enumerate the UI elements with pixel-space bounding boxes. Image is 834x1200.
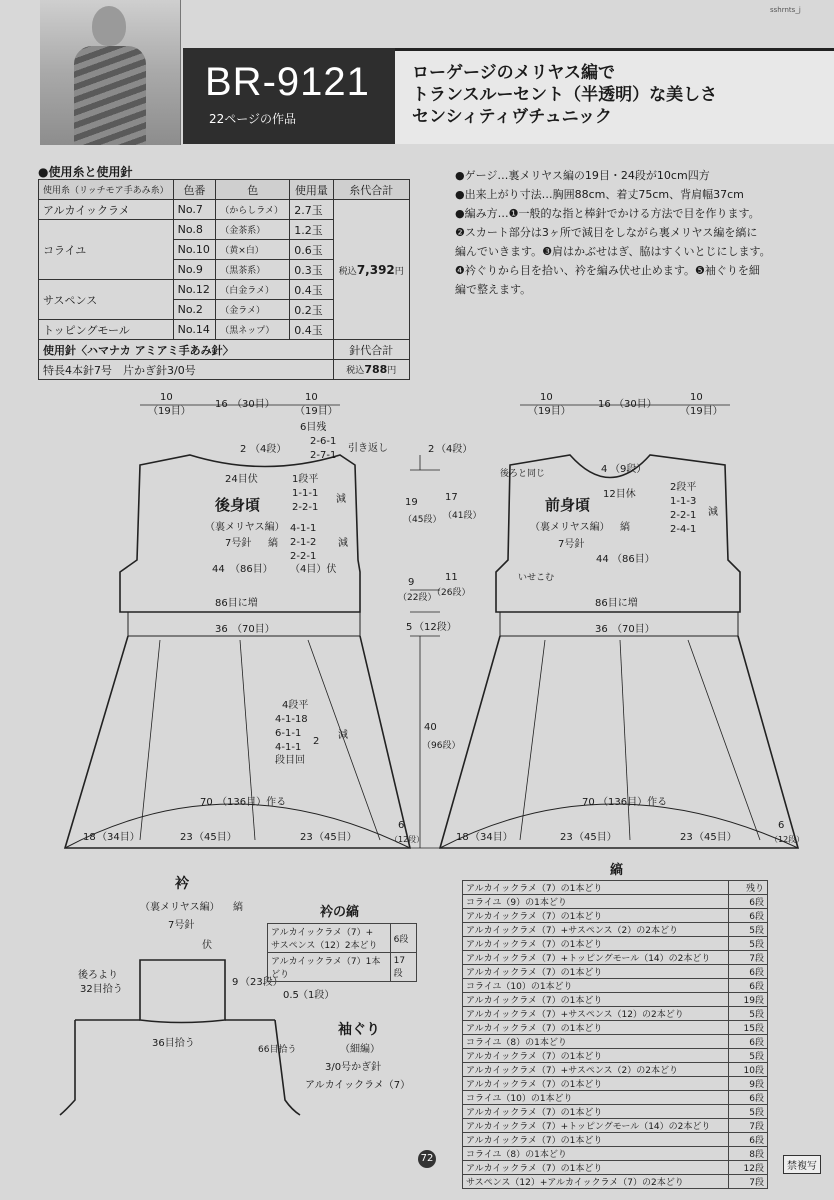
v-f-rows: （96段） — [422, 741, 461, 751]
collar-title: 衿 — [175, 876, 189, 892]
collar-stripe-rows: 17段 — [390, 953, 416, 982]
page-number: 72 — [418, 1150, 436, 1168]
pattern-code: BR-9121 — [205, 60, 370, 104]
front-same-as-back: 後ろと同じ — [500, 469, 546, 479]
yen-unit: 円 — [387, 366, 397, 376]
yarn-amount: 2.7玉 — [290, 200, 333, 220]
stripe-row — [463, 1133, 768, 1147]
stripe-rows: 6段 — [729, 895, 768, 909]
stripe-row — [463, 965, 768, 979]
back-stitch: （裏メリヤス編） — [205, 522, 285, 533]
v-e: 5 — [406, 622, 413, 633]
instruction-line: ●出来上がり寸法…胸囲88cm、着丈75cm、背肩幅37cm — [455, 188, 744, 201]
front-dim-mid-sts: （30目） — [614, 399, 657, 410]
collar-stripe-line: アルカイックラメ（7）+ — [271, 928, 374, 938]
front-dim-right-sts: （19目） — [680, 406, 723, 417]
stripe-yarn: アルカイックラメ（7）+トッピングモール（14）の2本どり — [463, 951, 729, 965]
back-armhole-dec2: 2-1-2 — [290, 537, 317, 548]
collar-front-pick: 36目拾う — [152, 1038, 195, 1049]
collar-stripe-row — [268, 924, 417, 953]
back-dim-right: 10 — [305, 392, 318, 403]
back-shoulder-dec2: 2-2-1 — [292, 502, 319, 513]
needle-label: 使用針〈ハマナカ アミアミ手あみ針〉 — [39, 340, 334, 360]
instruction-line: ❷スカート部分は3ヶ所で減目をしながら裏メリヤス編を縞に — [455, 226, 758, 239]
front-chest-sts: （86目） — [612, 554, 655, 565]
front-dim-left-sts: （19目） — [528, 406, 571, 417]
stripe-yarn: アルカイックラメ（7）の1本どり — [463, 1077, 729, 1091]
front-side-rows: （12段） — [770, 835, 805, 844]
stripe-row — [463, 895, 768, 909]
yarn-name: コライユ — [39, 220, 174, 280]
instruction-line: ●ゲージ…裏メリヤス編の19目・24段が10cm四方 — [455, 169, 710, 182]
stripe-row — [463, 1175, 768, 1189]
yarn-amount: 0.6玉 — [290, 240, 333, 260]
needle-total-label: 針代合計 — [333, 340, 409, 360]
v-d-rows: （26段） — [432, 588, 471, 598]
stripe-row — [463, 1147, 768, 1161]
stripe-yarn: アルカイックラメ（7）+サスペンス（12）の2本どり — [463, 1007, 729, 1021]
collar-stitch: （裏メリヤス編） — [140, 902, 220, 913]
neck-pickup-line — [60, 1020, 300, 1115]
yarn-color: （黒ネップ） — [216, 320, 290, 340]
stripes-title: 縞 — [610, 863, 624, 878]
stripe-rows: 15段 — [729, 1021, 768, 1035]
col-header: 糸代合計 — [333, 180, 409, 200]
front-side: 6 — [778, 820, 785, 831]
back-bind-center: 24目伏 — [225, 474, 258, 485]
front-hem-sts: （136目）作る — [598, 797, 668, 808]
collar-stripe-row — [268, 953, 417, 982]
back-dim-mid-sts: （30目） — [232, 399, 275, 410]
stripe-row — [463, 1091, 768, 1105]
yarn-amount: 0.4玉 — [290, 280, 333, 300]
collar-back-pick1: 後ろより — [78, 970, 118, 981]
tax-prefix: 税込 — [346, 366, 365, 376]
stripe-yarn: アルカイックラメ（7）の1本どり — [463, 993, 729, 1007]
yarn-num: No.8 — [173, 220, 216, 240]
front-label: 前身頃 — [545, 496, 591, 514]
page-reference: 22ページの作品 — [209, 112, 297, 126]
back-dart-line — [140, 640, 160, 840]
instruction-line: ❹衿ぐりから目を拾い、衿を編み伏せ止めます。❺袖ぐりを細 — [455, 264, 760, 277]
stripe-table — [462, 880, 768, 1189]
front-hem-mid-sts: （45目） — [574, 832, 617, 843]
stripe-yarn: サスペンス（12）+アルカイックラメ（7）の2本どり — [463, 1175, 729, 1189]
stripe-rows: 8段 — [729, 1147, 768, 1161]
collar-stripe: 縞 — [233, 902, 243, 913]
back-shoulder-dec1: 1-1-1 — [292, 488, 319, 499]
back-hem-right-sts: （45目） — [314, 832, 357, 843]
instruction-line: 編んでいきます。❸肩はかぶせはぎ、脇はすくいとじにします。 — [455, 245, 771, 258]
tax-prefix: 税込 — [338, 266, 357, 277]
collar-gap-rows: （1段） — [298, 990, 335, 1001]
skirt-rule3: 6-1-1 — [275, 728, 302, 739]
stripe-yarn: アルカイックラメ（7）の1本どり — [463, 937, 729, 951]
yarn-color: （金ラメ） — [216, 300, 290, 320]
front-stripe: 縞 — [620, 522, 630, 533]
instruction-line: 編で整えます。 — [455, 283, 532, 296]
stripe-rows: 残り — [729, 881, 768, 895]
stripe-rows: 19段 — [729, 993, 768, 1007]
front-dart-line — [520, 640, 545, 840]
front-neck-rule1: 2段平 — [670, 482, 697, 493]
front-neck-rule3: 2-2-1 — [670, 510, 697, 521]
yarn-amount: 0.2玉 — [290, 300, 333, 320]
back-hem: 70 — [200, 797, 213, 808]
front-skirt-outline — [440, 636, 798, 848]
yarn-name: トッピングモール — [39, 320, 174, 340]
front-hem-mid: 23 — [560, 832, 573, 843]
stripe-yarn: アルカイックラメ（7）の1本どり — [463, 1049, 729, 1063]
back-armhole-dec3: 2-2-1 — [290, 551, 317, 562]
back-neck-depth-rows: （4段） — [250, 444, 287, 455]
collar-outline — [140, 960, 225, 1023]
stripe-yarn: コライユ（8）の1本どり — [463, 1035, 729, 1049]
yarn-amount: 0.4玉 — [290, 320, 333, 340]
title-line: トランスルーセント（半透明）な美しさ — [412, 85, 718, 105]
front-neck: 4 — [601, 464, 608, 475]
back-chest: 44 — [212, 564, 225, 575]
front-waist-sts: （70目） — [612, 624, 655, 635]
stripe-rows: 7段 — [729, 951, 768, 965]
stripe-yarn: アルカイックラメ（7）+サスペンス（2）の2本どり — [463, 1063, 729, 1077]
front-chest: 44 — [596, 554, 609, 565]
stripe-rows: 12段 — [729, 1161, 768, 1175]
front-neck-rule4: 2-4-1 — [670, 524, 697, 535]
stripe-yarn: アルカイックラメ（7）の1本どり — [463, 881, 729, 895]
yarn-name: アルカイックラメ — [39, 200, 174, 220]
stripe-row — [463, 1035, 768, 1049]
stripe-row — [463, 1119, 768, 1133]
back-side-rows: （12段） — [390, 835, 425, 844]
skirt-rule1: 4段平 — [282, 700, 309, 711]
stripe-row — [463, 1161, 768, 1175]
front-dim-left: 10 — [540, 392, 553, 403]
back-neck-rows: 6目残 — [300, 422, 327, 433]
yarn-num: No.7 — [173, 200, 216, 220]
collar-height: 9 — [232, 977, 239, 988]
stripe-rows: 6段 — [729, 1091, 768, 1105]
back-chest-sts: （86目） — [230, 564, 273, 575]
skirt-rule2: 4-1-18 — [275, 714, 308, 725]
instruction-line: ●編み方…❶一般的な指と棒針でかける方法で目を作ります。 — [455, 207, 760, 220]
v-top: 2 — [428, 444, 435, 455]
yarn-num: No.14 — [173, 320, 216, 340]
collar-stripe-table — [267, 923, 417, 982]
yarn-num: No.10 — [173, 240, 216, 260]
front-neck-rows: （9段） — [610, 464, 647, 475]
stripe-rows: 6段 — [729, 1035, 768, 1049]
collar-needle: 7号針 — [168, 920, 195, 931]
back-armhole-dec1: 4-1-1 — [290, 523, 317, 534]
title-line: センシィティヴチュニック — [412, 107, 613, 127]
stripe-rows: 5段 — [729, 1007, 768, 1021]
stripe-rows: 5段 — [729, 1049, 768, 1063]
back-neck-depth: 2 — [240, 444, 247, 455]
stripe-yarn: アルカイックラメ（7）の1本どり — [463, 1161, 729, 1175]
front-hem-right-sts: （45目） — [694, 832, 737, 843]
back-waist: 36 — [215, 624, 228, 635]
col-header: 使用糸（リッチモア手あみ糸） — [39, 180, 174, 200]
back-hem-left: 18 — [83, 832, 96, 843]
yarn-section-title: ●使用糸と使用針 — [38, 165, 133, 179]
armhole-stitch: （細編） — [340, 1044, 380, 1055]
back-label: 後身頃 — [215, 496, 261, 514]
yarn-color: （黄×白） — [216, 240, 290, 260]
armhole-needle: 3/0号かぎ針 — [325, 1062, 382, 1073]
front-dim-right: 10 — [690, 392, 703, 403]
v-b-rows: （41段） — [443, 511, 482, 521]
stripe-row — [463, 1007, 768, 1021]
stripe-row — [463, 937, 768, 951]
stripe-row — [463, 1021, 768, 1035]
front-bind-center: 12目休 — [603, 489, 636, 500]
front-increase: 86目に増 — [595, 598, 638, 609]
back-side: 6 — [398, 820, 405, 831]
back-shoulder-flat: 1段平 — [292, 474, 319, 485]
front-hem: 70 — [582, 797, 595, 808]
back-hem-left-sts: （34目） — [97, 832, 140, 843]
stripe-yarn: アルカイックラメ（7）の1本どり — [463, 1105, 729, 1119]
front-needle: 7号針 — [558, 539, 585, 550]
stripe-row — [463, 909, 768, 923]
stripe-yarn: コライユ（9）の1本どり — [463, 895, 729, 909]
stripe-yarn: コライユ（8）の1本どり — [463, 1147, 729, 1161]
skirt-rule5: 段目回 — [275, 755, 305, 766]
back-increase: 86目に増 — [215, 598, 258, 609]
stripe-yarn: アルカイックラメ（7）の1本どり — [463, 1133, 729, 1147]
front-stitch: （裏メリヤス編） — [530, 522, 610, 533]
stripe-yarn: コライユ（10）の1本どり — [463, 979, 729, 993]
back-skirt-outline — [65, 636, 410, 848]
back-dec-mark: 減 — [336, 494, 346, 505]
armhole-yarn: アルカイックラメ（7） — [305, 1080, 411, 1091]
stripe-row — [463, 1049, 768, 1063]
collar-gap: 0.5 — [283, 990, 299, 1001]
collar-stripe-rows: 6段 — [390, 924, 416, 953]
front-dart-line — [620, 640, 630, 840]
v-top-rows: （4段） — [436, 444, 473, 455]
credit-mark: sshrnts_j — [770, 6, 801, 14]
stripe-yarn: アルカイックラメ（7）の1本どり — [463, 909, 729, 923]
front-waist: 36 — [595, 624, 608, 635]
v-c: 9 — [408, 577, 415, 588]
collar-stripe-title: 衿の縞 — [320, 905, 360, 920]
collar-stripe-text: アルカイックラメ（7）1本どり — [268, 953, 391, 982]
armhole-pick: 66目拾う — [258, 1045, 297, 1055]
front-dart-line — [688, 640, 760, 840]
v-b: 17 — [445, 492, 458, 503]
stripe-rows: 5段 — [729, 1105, 768, 1119]
yarn-num: No.2 — [173, 300, 216, 320]
yarn-color: （金茶系） — [216, 220, 290, 240]
stripe-rows: 7段 — [729, 1119, 768, 1133]
stripe-rows: 5段 — [729, 937, 768, 951]
yarn-amount: 0.3玉 — [290, 260, 333, 280]
yarn-total-value: 7,392 — [356, 262, 395, 277]
stripe-row — [463, 881, 768, 895]
stripe-row — [463, 1105, 768, 1119]
stripe-yarn: アルカイックラメ（7）の1本どり — [463, 965, 729, 979]
front-neck-rule2: 1-1-3 — [670, 496, 697, 507]
front-hem-left: 18 — [456, 832, 469, 843]
back-needle: 7号針 — [225, 538, 252, 549]
vertical-dimension-line — [410, 455, 440, 848]
back-dim-left: 10 — [160, 392, 173, 403]
stripe-rows: 5段 — [729, 923, 768, 937]
stripe-row — [463, 979, 768, 993]
stripe-rows: 6段 — [729, 965, 768, 979]
copy-prohibited-badge: 禁複写 — [783, 1155, 821, 1174]
yarn-num: No.12 — [173, 280, 216, 300]
col-header: 色番 — [173, 180, 216, 200]
col-header: 使用量 — [290, 180, 333, 200]
skirt-times: 2 — [313, 736, 320, 747]
stripe-row — [463, 993, 768, 1007]
col-header: 色 — [216, 180, 290, 200]
skirt-rule4: 4-1-1 — [275, 742, 302, 753]
back-bind: （4目）伏 — [290, 564, 337, 575]
back-stripe: 縞 — [268, 538, 278, 549]
front-dim-mid: 16 — [598, 399, 611, 410]
title-line: ローゲージのメリヤス編で — [412, 63, 615, 83]
front-dec: 減 — [708, 507, 718, 518]
stripe-yarn: アルカイックラメ（7）+サスペンス（2）の2本どり — [463, 923, 729, 937]
v-a-rows: （45段） — [403, 515, 442, 525]
collar-back-pick2: 32目拾う — [80, 984, 123, 995]
yarn-color: （からしラメ） — [216, 200, 290, 220]
stripe-rows: 7段 — [729, 1175, 768, 1189]
yarn-name: サスペンス — [39, 280, 174, 320]
v-f: 40 — [424, 722, 437, 733]
stripe-yarn: アルカイックラメ（7）+トッピングモール（14）の2本どり — [463, 1119, 729, 1133]
yarn-color: （白金ラメ） — [216, 280, 290, 300]
stripe-rows: 6段 — [729, 979, 768, 993]
stripe-rows: 6段 — [729, 1133, 768, 1147]
back-dim-right-sts: （19目） — [295, 406, 338, 417]
v-e-rows: （12段） — [414, 622, 457, 633]
yarn-num: No.9 — [173, 260, 216, 280]
front-hem-right: 23 — [680, 832, 693, 843]
back-neck-dec2: 2-7-1 — [310, 450, 337, 461]
collar-bind: 伏 — [202, 940, 212, 951]
stripe-rows: 9段 — [729, 1077, 768, 1091]
back-dart-line — [240, 640, 255, 840]
yen-unit: 円 — [394, 266, 404, 277]
stripe-rows: 10段 — [729, 1063, 768, 1077]
back-dim-left-sts: （19目） — [148, 406, 191, 417]
back-hem-sts: （136目）作る — [217, 797, 287, 808]
back-hem-right: 23 — [300, 832, 313, 843]
back-dec-mark: 減 — [338, 538, 348, 549]
front-ease: いせこむ — [518, 573, 555, 583]
armhole-title: 袖ぐり — [338, 1022, 380, 1038]
stripe-row — [463, 923, 768, 937]
back-neck-dec1: 2-6-1 — [310, 436, 337, 447]
yarn-color: （黒茶系） — [216, 260, 290, 280]
back-waist-sts: （70目） — [232, 624, 275, 635]
stripe-yarn: コライユ（10）の1本どり — [463, 1091, 729, 1105]
back-hem-mid-sts: （45目） — [194, 832, 237, 843]
collar-height-rows: （23段） — [240, 977, 283, 988]
back-turn: 引き返し — [348, 443, 388, 454]
needle-total-value: 788 — [364, 363, 388, 376]
stripe-row — [463, 1063, 768, 1077]
collar-stripe-line: サスペンス（12）2本どり — [271, 941, 378, 951]
v-a: 19 — [405, 497, 418, 508]
v-c-rows: （22段） — [398, 593, 437, 603]
back-hem-mid: 23 — [180, 832, 193, 843]
collar-stripe-text — [268, 924, 391, 953]
yarn-amount: 1.2玉 — [290, 220, 333, 240]
v-d: 11 — [445, 572, 458, 583]
back-dim-mid: 16 — [215, 399, 228, 410]
needle-detail: 特長4本針7号 片かぎ針3/0号 — [39, 360, 334, 380]
stripe-row — [463, 1077, 768, 1091]
skirt-dec: 減 — [338, 730, 348, 741]
stripe-row — [463, 951, 768, 965]
front-hem-left-sts: （34目） — [470, 832, 513, 843]
stripe-rows: 6段 — [729, 909, 768, 923]
stripe-yarn: アルカイックラメ（7）の1本どり — [463, 1021, 729, 1035]
